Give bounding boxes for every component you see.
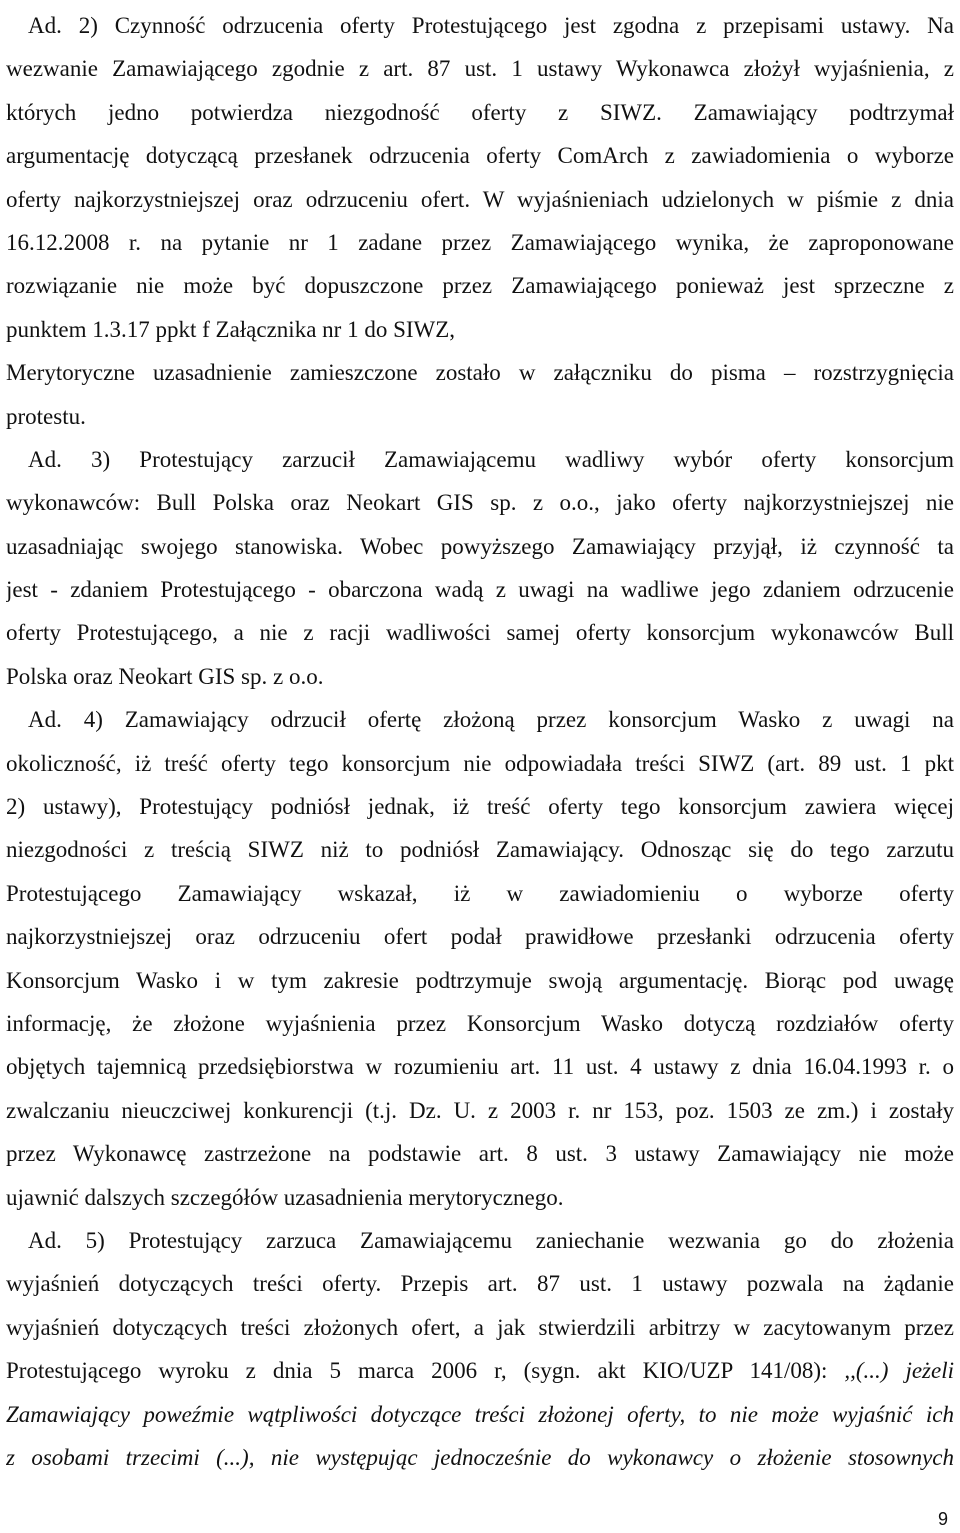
- quotation-start: ,,(...) jeżeli: [844, 1358, 954, 1384]
- line-roman-part: Protestującego wyroku z dnia 5 marca 2006 r, (sygn. akt KIO/UZP 141/08):: [6, 1358, 845, 1384]
- paragraph-ad4-line: niezgodności z treścią SIWZ niż to podniósł Zamawiający. Odnosząc się do tego zarzutu: [6, 837, 954, 863]
- paragraph-ad5-line: wyjaśnień dotyczących treści złożonych ofert, a jak stwierdzili arbitrzy w zacytowanym przez: [6, 1314, 954, 1340]
- paragraph-ad2-line: argumentację dotyczącą przesłanek odrzucenia oferty ComArch z zawiadomienia o wyborze: [6, 143, 954, 169]
- quotation-line: z osobami trzecimi (...), nie występując jednocześnie do wykonawcy o złożenie stosownych: [6, 1444, 954, 1470]
- paragraph-ad2-line: oferty najkorzystniejszej oraz odrzuceniu ofert. W wyjaśnieniach udzielonych w piśmie z dnia: [6, 186, 954, 212]
- paragraph-ad4-line: Konsorcjum Wasko i w tym zakresie podtrzymuje swoją argumentację. Biorąc pod uwagę: [6, 967, 954, 993]
- paragraph-ad4-line: ujawnić dalszych szczegółów uzasadnienia merytorycznego.: [6, 1184, 564, 1210]
- paragraph-ad3-line: Polska oraz Neokart GIS sp. z o.o.: [6, 663, 324, 689]
- paragraph-justification-line: protestu.: [6, 403, 86, 429]
- document-body: [6, 4, 954, 1479]
- paragraph-ad2-line: 16.12.2008 r. na pytanie nr 1 zadane przez Zamawiającego wynika, że zaproponowane: [6, 229, 954, 255]
- paragraph-ad2-line: rozwiązanie nie może być dopuszczone przez Zamawiającego ponieważ jest sprzeczne z: [6, 273, 954, 299]
- paragraph-ad4-line: 2) ustawy), Protestujący podniósł jednak, iż treść oferty tego konsorcjum zawiera więcej: [6, 794, 954, 820]
- paragraph-ad2-line: wezwanie Zamawiającego zgodnie z art. 87 ust. 1 ustawy Wykonawca złożył wyjaśnienia, z: [6, 56, 954, 82]
- paragraph-ad3-line: Ad. 3) Protestujący zarzucił Zamawiającemu wadliwy wybór oferty konsorcjum: [28, 446, 954, 472]
- paragraph-ad4-line: Protestującego Zamawiający wskazał, iż w zawiadomieniu o wyborze oferty: [6, 880, 954, 906]
- paragraph-ad4-line: przez Wykonawcę zastrzeżone na podstawie art. 8 ust. 3 ustawy Zamawiający nie może: [6, 1141, 954, 1167]
- quotation-line: Zamawiający poweźmie wątpliwości dotyczące treści złożonej oferty, to nie może wyjaśnić ich: [6, 1401, 954, 1427]
- paragraph-ad3-line: oferty Protestującego, a nie z racji wadliwości samej oferty konsorcjum wykonawców Bull: [6, 620, 954, 646]
- paragraph-ad4-line: najkorzystniejszej oraz odrzuceniu ofert podał prawidłowe przesłanki odrzucenia oferty: [6, 924, 954, 950]
- paragraph-ad3-line: uzasadniając swojego stanowiska. Wobec powyższego Zamawiający przyjął, iż czynność ta: [6, 533, 954, 559]
- paragraph-justification-line: Merytoryczne uzasadnienie zamieszczone zostało w załączniku do pisma – rozstrzygnięcia: [6, 360, 954, 386]
- page-number: 9: [937, 1509, 948, 1529]
- paragraph-ad4-line: okoliczność, iż treść oferty tego konsorcjum nie odpowiadała treści SIWZ (art. 89 ust. 1 pkt: [6, 750, 954, 776]
- paragraph-ad4-line: Ad. 4) Zamawiający odrzucił ofertę złożoną przez konsorcjum Wasko z uwagi na: [28, 707, 954, 733]
- paragraph-ad2-line: Ad. 2) Czynność odrzucenia oferty Protestującego jest zgodna z przepisami ustawy. Na: [28, 13, 954, 38]
- paragraph-ad5-line: [6, 1349, 954, 1392]
- paragraph-ad3-line: wykonawców: Bull Polska oraz Neokart GIS sp. z o.o., jako oferty najkorzystniejszej nie: [6, 490, 954, 516]
- paragraph-ad5-line: wyjaśnień dotyczących treści oferty. Przepis art. 87 ust. 1 ustawy pozwala na żądanie: [6, 1271, 954, 1297]
- paragraph-ad5-line: Ad. 5) Protestujący zarzuca Zamawiającemu zaniechanie wezwania go do złożenia: [28, 1227, 954, 1253]
- paragraph-ad3-line: jest - zdaniem Protestującego - obarczona wadą z uwagi na wadliwe jego zdaniem odrzucenie: [6, 577, 954, 603]
- paragraph-ad2-line: których jedno potwierdza niezgodność oferty z SIWZ. Zamawiający podtrzymał: [6, 99, 954, 125]
- paragraph-ad2-line: punktem 1.3.17 ppkt f Załącznika nr 1 do SIWZ,: [6, 316, 456, 342]
- paragraph-ad4-line: objętych tajemnicą przedsiębiorstwa w rozumieniu art. 11 ust. 4 ustawy z dnia 16.04.1993 r. o: [6, 1054, 954, 1080]
- paragraph-ad4-line: zwalczaniu nieuczciwej konkurencji (t.j. Dz. U. z 2003 r. nr 153, poz. 1503 ze zm.) i zostały: [6, 1097, 954, 1123]
- paragraph-ad4-line: informację, że złożone wyjaśnienia przez Konsorcjum Wasko dotyczą rozdziałów oferty: [6, 1010, 954, 1036]
